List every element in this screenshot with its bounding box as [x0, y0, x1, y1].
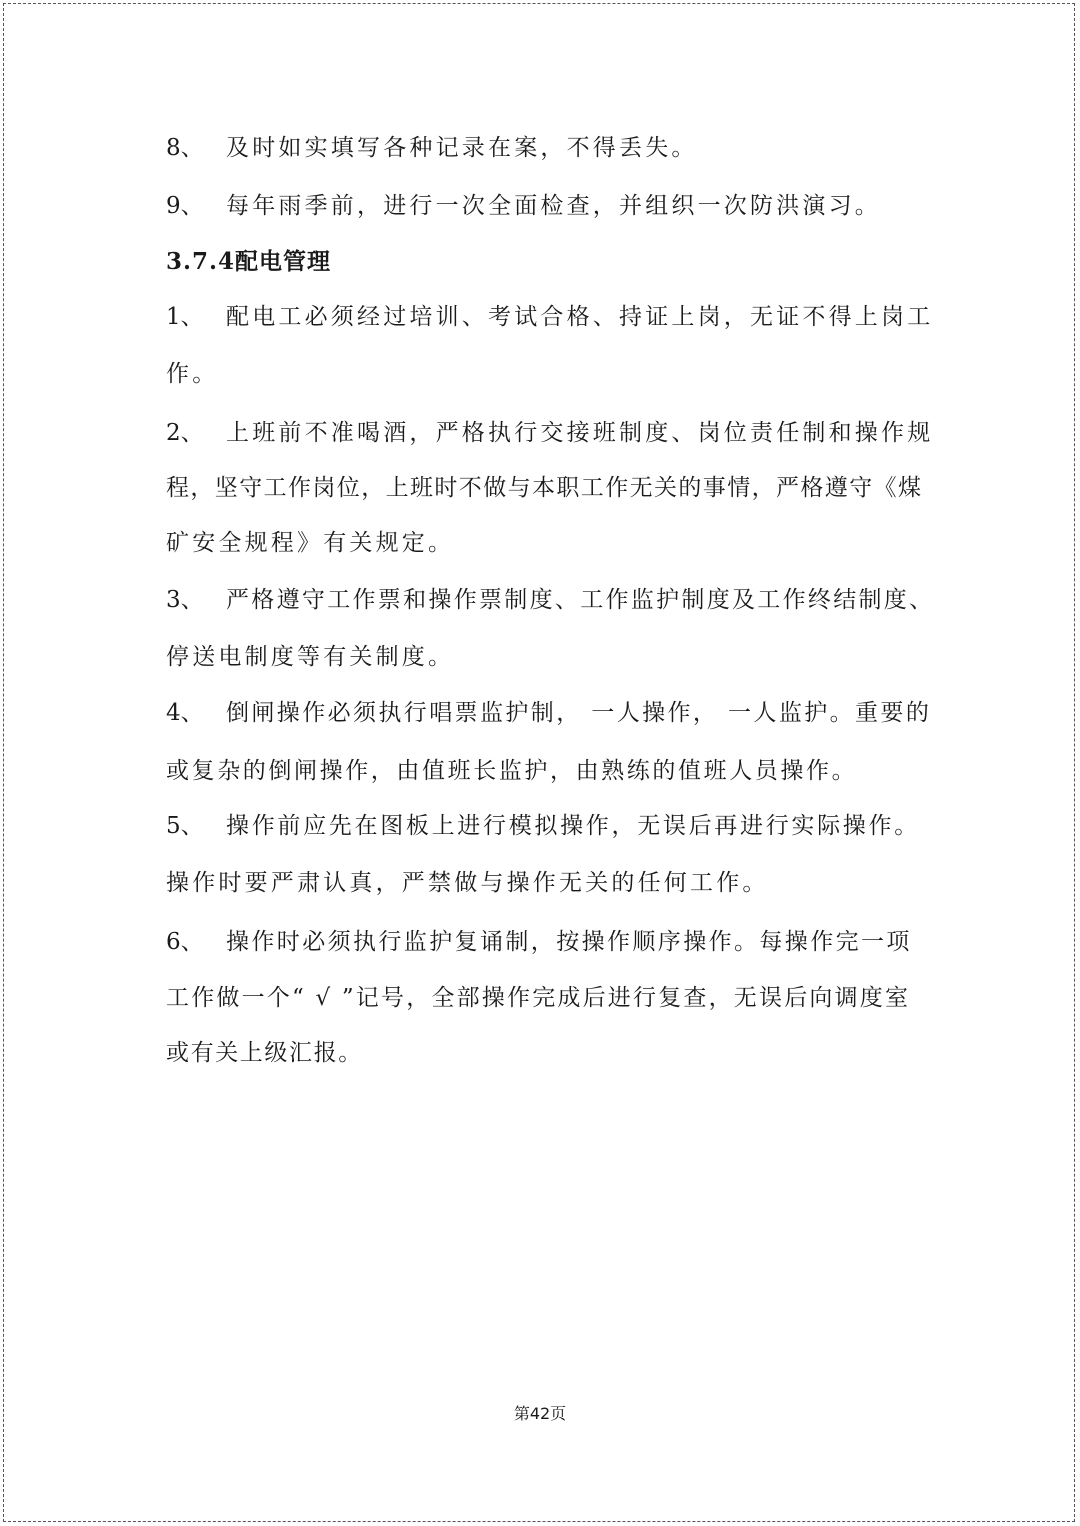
- list-item: [166, 584, 934, 616]
- item-number: 6、: [166, 929, 204, 955]
- item-text: 操作时必须执行监护复诵制，按操作顺序操作。每操作完一项: [226, 929, 912, 955]
- list-item: [166, 697, 931, 729]
- list-item: [166, 810, 920, 842]
- item-text: 配电工必须经过培训、考试合格、持证上岗，无证不得上岗工: [226, 304, 934, 330]
- item-number: 4、: [166, 700, 204, 726]
- item-text: 倒闸操作必须执行唱票监护制， 一人操作， 一人监护。重要的: [226, 700, 932, 726]
- section-heading: 3.7.4配电管理: [166, 248, 332, 275]
- item-continuation: 程，坚守工作岗位，上班时不做与本职工作无关的事情，严格遵守《煤: [166, 475, 923, 501]
- list-item: [166, 132, 698, 164]
- item-number: 2、: [166, 420, 204, 446]
- item-text: 每年雨季前，进行一次全面检查，并组织一次防洪演习。: [226, 193, 881, 219]
- page-number: 第42页: [513, 1404, 567, 1423]
- item-continuation: 工作做一个“ √ ”记号，全部操作完成后进行复查，无误后向调度室: [166, 985, 911, 1011]
- item-continuation: 或复杂的倒闸操作，由值班长监护，由熟练的值班人员操作。: [166, 758, 858, 784]
- item-text: 上班前不准喝酒，严格执行交接班制度、岗位责任制和操作规: [226, 420, 934, 446]
- list-item: [166, 301, 933, 333]
- item-number: 8、: [166, 135, 204, 161]
- item-continuation: 停送电制度等有关制度。: [166, 644, 455, 670]
- item-text: 严格遵守工作票和操作票制度、工作监护制度及工作终结制度、: [226, 587, 935, 613]
- item-continuation: 操作时要严肃认真，严禁做与操作无关的任何工作。: [166, 870, 769, 896]
- item-number: 9、: [166, 193, 204, 219]
- item-continuation: 作。: [166, 361, 219, 387]
- item-text: 操作前应先在图板上进行模拟操作，无误后再进行实际操作。: [226, 813, 920, 839]
- item-number: 3、: [166, 587, 204, 613]
- item-text: 及时如实填写各种记录在案，不得丢失。: [226, 135, 698, 161]
- list-item: [166, 417, 933, 449]
- item-number: 1、: [166, 304, 204, 330]
- list-item: [166, 926, 912, 958]
- item-number: 5、: [166, 813, 204, 839]
- list-item: [166, 190, 881, 222]
- item-continuation: 矿安全规程》有关规定。: [166, 530, 455, 556]
- item-continuation: 或有关上级汇报。: [166, 1040, 363, 1066]
